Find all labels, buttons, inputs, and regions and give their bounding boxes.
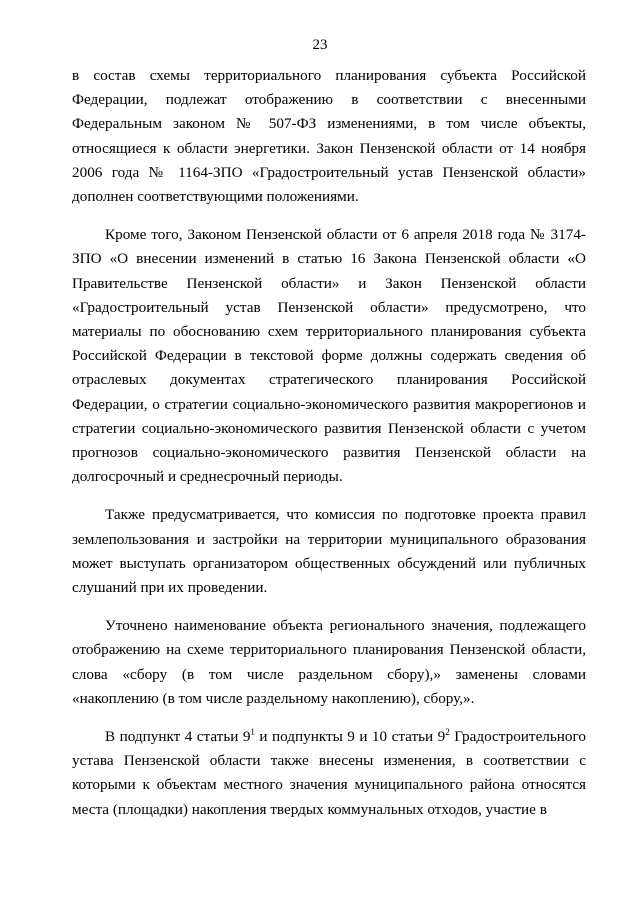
paragraph-1: в состав схемы территориального планирования субъекта Российской Федерации, подлежат отображению в соответствии с внесенными Федеральным законом № 507-ФЗ изменениями, в том числе объекты, относящиеся к области энергетики. Закон Пензенской области от 14 ноября 2006 года № 1164-ЗПО «Градостроительный устав Пензенской области» дополнен соответствующими положениями. [72, 67, 586, 206]
paragraph-4: Уточнено наименование объекта регионального значения, подлежащего отображению на схеме территориального планирования Пензенской области, слова «сбору (в том числе раздельном сбору),» заменены словами «накоплению (в том числе раздельному накоплению), сбору,». [72, 617, 586, 707]
paragraph-5 [72, 725, 586, 822]
superscript-1: 1 [250, 727, 255, 738]
document-body [72, 64, 586, 836]
paragraph-2: Кроме того, Законом Пензенской области от 6 апреля 2018 года № 3174-ЗПО «О внесении изменений в статью 16 Закона Пензенской области «О Правительстве Пензенской области» и Закон Пензенской области «Градостроительный устав Пензенской области» предусмотрено, что материалы по обоснованию схем территориального планирования субъекта Российской Федерации в текстовой форме должны содержать сведения об отраслевых документах стратегического планирования Российской Федерации, о стратегии социально-экономического развития макрорегионов и стратегии социально-экономического развития Пензенской области с учетом прогнозов социально-экономического развития Пензенской области на долгосрочный и среднесрочный периоды. [72, 226, 586, 486]
paragraph-5-text-a: В подпункт 4 статьи 9 [105, 728, 251, 746]
paragraph-5-text-b: и подпункты 9 и 10 статьи 9 [254, 728, 446, 746]
superscript-2: 2 [445, 727, 450, 738]
page-number: 23 [312, 37, 328, 53]
paragraph-3: Также предусматривается, что комиссия по подготовке проекта правил землепользования и застройки на территории муниципального образования может выступать организатором общественных обсуждений или публичных слушаний при их проведении. [72, 506, 586, 597]
paragraph-5-text-c: Градостроительного устава Пензенской области также внесены изменения, в соответствии с которыми к объектам местного значения муниципального района относятся места (площадки) накопления твердых коммунальных отходов, участие в [72, 728, 586, 818]
